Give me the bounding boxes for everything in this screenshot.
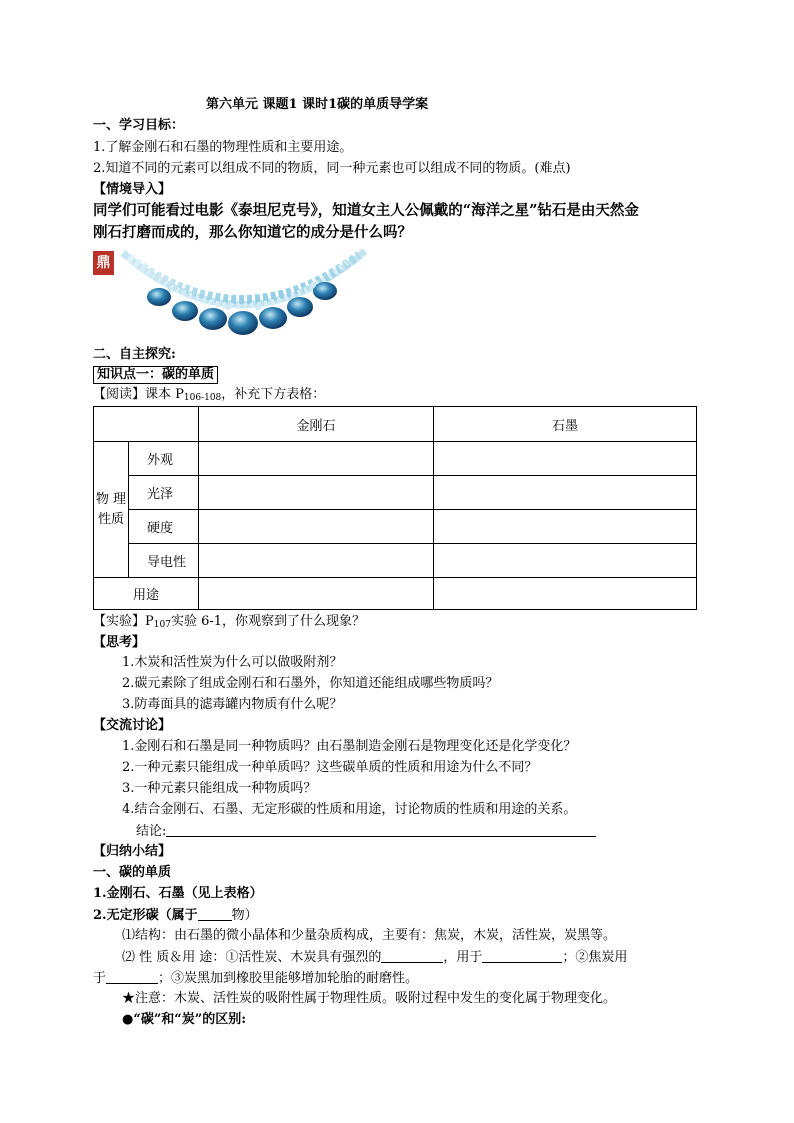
group-label-line: 性质 [97, 511, 124, 527]
table-cell[interactable] [434, 578, 697, 610]
property-text: ；②焦炭用 [562, 950, 628, 965]
necklace-illustration [93, 247, 368, 339]
property-line [122, 948, 627, 967]
read-pages: 106-108 [183, 393, 222, 403]
experiment-suffix: 实验 6-1，你观察到了什么现象？ [170, 614, 366, 629]
read-instruction [93, 386, 325, 407]
summary-item-2-suffix: 物） [231, 908, 258, 923]
table-header-row [94, 407, 697, 442]
think-heading: 【思考】 [93, 635, 146, 650]
table-cell[interactable] [434, 476, 697, 510]
experiment-line [93, 613, 365, 634]
carbon-table [93, 406, 697, 610]
discuss-item: 2.一种元素只能组成一种单质吗？这些碳单质的性质和用途为什么不同？ [122, 760, 538, 775]
conclusion-line [136, 822, 596, 841]
row-label: 导电性 [129, 544, 199, 578]
summary-heading: 【归纳小结】 [93, 844, 172, 859]
difference-heading: ●“碳”和“炭”的区别: [122, 1012, 247, 1027]
intro-text: 同学们可能看过电影《泰坦尼克号》，知道女主人公佩戴的“海洋之星”钻石是由天然金 [93, 202, 639, 219]
table-cell[interactable] [199, 476, 434, 510]
table-cell[interactable] [199, 578, 434, 610]
group-label-line: 物 理 [95, 491, 127, 507]
summary-section: 一、碳的单质 [93, 865, 172, 880]
header-diamond: 金刚石 [199, 407, 434, 442]
explore-heading: 二、自主探究: [93, 347, 176, 362]
table-cell[interactable] [434, 544, 697, 578]
note-text: ★注意：木炭、活性炭的吸附性属于物理性质。吸附过程中发生的变化属于物理变化。 [122, 991, 617, 1006]
think-item: 3.防毒面具的滤毒罐内物质有什么呢？ [122, 697, 343, 712]
table-cell[interactable] [199, 510, 434, 544]
think-item: 1.木炭和活性炭为什么可以做吸附剂？ [122, 655, 343, 670]
table-row [94, 544, 697, 578]
row-label: 硬度 [129, 510, 199, 544]
discuss-item: 4.结合金刚石、石墨、无定形碳的性质和用途，讨论物质的性质和用途的关系。 [122, 802, 577, 817]
page-title: 第六单元 课题1 课时1碳的单质导学案 [206, 97, 429, 112]
think-item: 2.碳元素除了组成金刚石和石墨外，你知道还能组成哪些物质吗？ [122, 676, 499, 691]
summary-item-2-prefix: 2.无定形碳（属于 [93, 908, 198, 923]
row-label: 光泽 [129, 476, 199, 510]
table-row [94, 578, 697, 610]
table-cell[interactable] [434, 510, 697, 544]
table-row [94, 442, 697, 476]
table-row [94, 476, 697, 510]
property-text: ⑵ 性 质＆用 途：①活性炭、木炭具有强烈的 [122, 950, 382, 965]
intro-text: 刚石打磨而成的，那么你知道它的成分是什么吗？ [93, 224, 412, 241]
row-label-usage: 用途 [94, 578, 199, 610]
read-suffix: ，补充下方表格： [221, 387, 326, 402]
seal-stamp: 鼎 [93, 251, 114, 275]
summary-item-2 [93, 906, 258, 925]
objective-item: 1.了解金刚石和石墨的物理性质和主要用途。 [93, 140, 353, 155]
summary-item-1-text: 1.金刚石、石墨（见上表格） [93, 886, 263, 901]
property-text: ；③炭黑加到橡胶里能够增加轮胎的耐磨性。 [158, 971, 419, 986]
header-graphite: 石墨 [434, 407, 697, 442]
read-prefix: 【阅读】课本 P [93, 387, 184, 402]
table-cell[interactable] [199, 442, 434, 476]
row-label: 外观 [129, 442, 199, 476]
discuss-item: 3.一种元素只能组成一种物质吗？ [122, 781, 317, 796]
property-text: 于 [93, 971, 107, 986]
objective-item: 2.知道不同的元素可以组成不同的物质，同一种元素也可以组成不同的物质。(难点) [93, 161, 571, 176]
adsorption-blank[interactable] [381, 948, 443, 963]
structure-text: ⑴结构：由石墨的微小晶体和少量杂质构成，主要有：焦炭，木炭，活性炭，炭黑等。 [122, 928, 617, 943]
property-text: ，用于 [443, 950, 483, 965]
conclusion-label: 结论: [136, 824, 167, 839]
necklace-image [93, 247, 368, 339]
coke-usage-blank[interactable] [106, 969, 158, 984]
intro-heading: 【情境导入】 [93, 182, 172, 197]
experiment-page: 107 [153, 620, 171, 630]
usage-blank[interactable] [482, 948, 562, 963]
summary-item-1 [93, 885, 263, 903]
knowledge-point-box: 知识点一：碳的单质 [93, 366, 218, 384]
category-blank[interactable] [198, 906, 232, 921]
group-label-physical [94, 442, 129, 578]
experiment-prefix: 【实验】P [93, 614, 154, 629]
table-row [94, 510, 697, 544]
conclusion-blank[interactable] [166, 822, 596, 837]
objectives-heading: 一、学习目标： [93, 118, 185, 133]
discuss-heading: 【交流讨论】 [93, 718, 172, 733]
table-cell[interactable] [434, 442, 697, 476]
discuss-item: 1.金刚石和石墨是同一种物质吗？由石墨制造金刚石是物理变化还是化学变化？ [122, 739, 577, 754]
table-corner [94, 407, 199, 442]
property-line-2 [93, 969, 418, 988]
table-cell[interactable] [199, 544, 434, 578]
